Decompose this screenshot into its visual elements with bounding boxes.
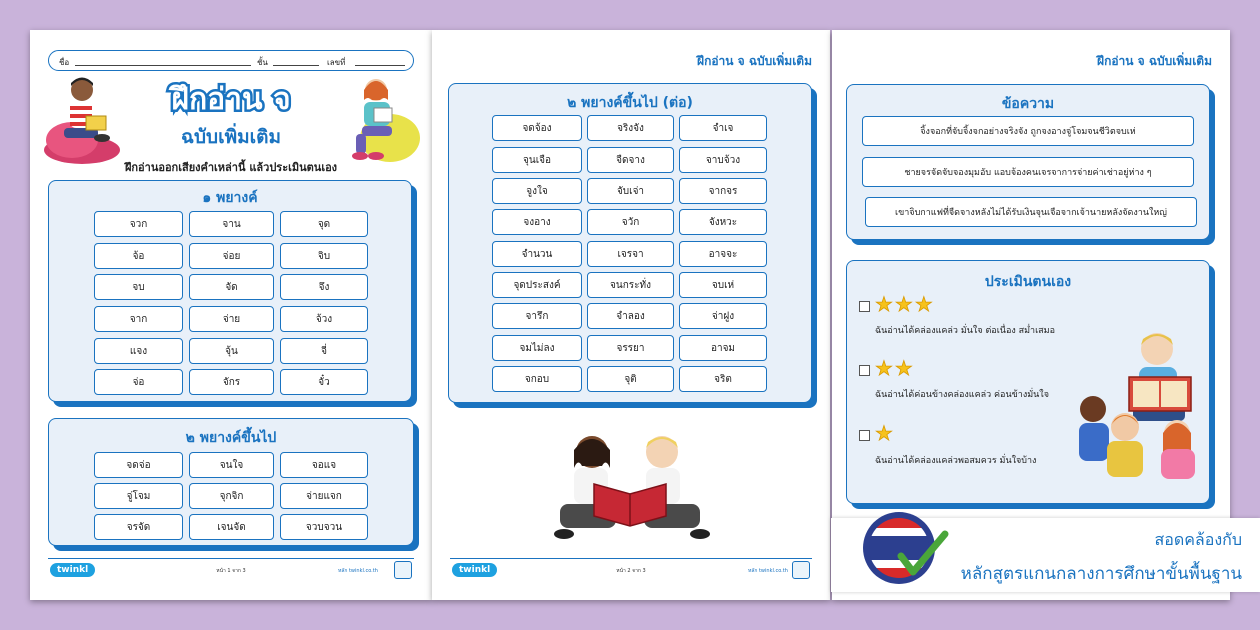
instruction-text: ฝึกอ่านออกเสียงคำเหล่านี้ แล้วประเมินตนเอง (124, 161, 338, 174)
word-box: จำนวน (492, 241, 582, 267)
children-reading-illustration (550, 428, 714, 546)
word-box: จู่โจม (94, 483, 183, 509)
footer-divider (450, 558, 812, 559)
page-number: หน้า 2 จาก 3 (616, 568, 646, 574)
thai-flag-check-icon (861, 508, 951, 588)
name-blank[interactable] (75, 65, 251, 66)
word-box: จนใจ (189, 452, 274, 478)
word-box: จ่ายแจก (280, 483, 368, 509)
word-box: จักร (189, 369, 274, 395)
word-box: จารึก (492, 303, 582, 329)
rating-description: ฉันอ่านได้คล่องแคล่วพอสมควร มั่นใจบ้าง (875, 456, 1037, 466)
grade-blank[interactable] (273, 65, 319, 66)
section-title: ๒ พยางค์ขึ้นไป (185, 430, 277, 446)
section-multi-syllable (48, 418, 414, 546)
word-box: จริต (679, 366, 767, 392)
word-box: จุนเจือ (492, 147, 582, 173)
twinkl-logo: twinkl (452, 563, 497, 577)
word-box: จ้อ (94, 243, 183, 269)
section-multi-syllable-continued (448, 83, 812, 403)
word-box: จำลอง (587, 303, 674, 329)
twinkl-logo: twinkl (50, 563, 95, 577)
number-blank[interactable] (355, 65, 405, 66)
word-box: จาน (189, 211, 274, 237)
quality-badge-icon (792, 561, 810, 579)
footer-url: หลัก twinkl.co.th (338, 568, 378, 574)
word-box: จดจ้อง (492, 115, 582, 141)
word-box: อาจม (679, 335, 767, 361)
word-box: จาก (94, 306, 183, 332)
one-star-icon: ★ (875, 421, 895, 445)
word-box: จ่าฝูง (679, 303, 767, 329)
girl-reading-illustration (340, 76, 422, 164)
word-box: จั๋ว (280, 369, 368, 395)
word-box: จงอาง (492, 209, 582, 235)
word-box: จวัก (587, 209, 674, 235)
self-evaluation-section (846, 260, 1210, 504)
word-box: จ่อย (189, 243, 274, 269)
word-box: จัด (189, 274, 274, 300)
footer-url: หลัก twinkl.co.th (748, 568, 788, 574)
badge-curriculum-text: หลักสูตรแกนกลางการศึกษาขั้นพื้นฐาน (960, 564, 1242, 584)
word-box: จดจ่อ (94, 452, 183, 478)
rating-checkbox[interactable] (859, 365, 870, 376)
word-box: จุด (280, 211, 368, 237)
word-box: จบเห่ (679, 272, 767, 298)
word-box: จึง (280, 274, 368, 300)
word-box: จรจัด (94, 514, 183, 540)
worksheet-page-2 (432, 30, 830, 600)
rating-checkbox[interactable] (859, 430, 870, 441)
section-title: ประเมินตนเอง (984, 274, 1072, 290)
sentence-box: จิ้งจอกที่จับจิ้งจกอย่างจริงจัง ถูกจงอางจู่โจมจนชีวิตจบเห่ (862, 116, 1194, 146)
section-title: ๒ พยางค์ขึ้นไป (ต่อ) (567, 95, 693, 111)
word-box: จนกระทั่ง (587, 272, 674, 298)
word-box: จอแจ (280, 452, 368, 478)
footer-divider (48, 558, 414, 559)
section-title: ข้อความ (1001, 96, 1055, 112)
word-box: จากจร (679, 178, 767, 204)
sentence-box: เขาจิบกาแฟที่จืดจางหลังไม่ได้รับเงินจุนเจือจากเจ้านายหลังจัดงานใหญ่ (865, 197, 1197, 227)
grade-label: ชั้น (257, 58, 268, 67)
passage-section (846, 84, 1210, 240)
word-box: จับเจ่า (587, 178, 674, 204)
word-box: จูงใจ (492, 178, 582, 204)
running-head: ฝึกอ่าน จ ฉบับเพิ่มเติม (697, 54, 812, 68)
word-box: จ้วง (280, 306, 368, 332)
section-title: ๑ พยางค์ (202, 190, 258, 206)
badge-heading: สอดคล้องกับ (1154, 530, 1242, 549)
word-box: จุติ (587, 366, 674, 392)
sentence-box: ชายจรจัดจับจองมุมอับ แอบจ้องคนเจรจาการจ่ายค่าเช่าอยู่ห่าง ๆ (862, 157, 1194, 187)
word-box: เจนจัด (189, 514, 274, 540)
word-box: จาบจ้วง (679, 147, 767, 173)
rating-checkbox[interactable] (859, 301, 870, 312)
running-head: ฝึกอ่าน จ ฉบับเพิ่มเติม (1097, 54, 1212, 68)
two-star-icon: ★★ (875, 356, 915, 380)
word-box: จรรยา (587, 335, 674, 361)
rating-description: ฉันอ่านได้คล่องแคล่ว มั่นใจ ต่อเนื่อง สม่ำเสมอ (875, 326, 1055, 336)
word-box: จืดจาง (587, 147, 674, 173)
page-number: หน้า 1 จาก 3 (216, 568, 246, 574)
word-box: จกอบ (492, 366, 582, 392)
name-label: ชื่อ (59, 58, 70, 67)
word-box: จวก (94, 211, 183, 237)
word-box: จ่อ (94, 369, 183, 395)
word-box: แจง (94, 338, 183, 364)
section-one-syllable (48, 180, 412, 402)
three-star-icon: ★★★ (875, 292, 935, 316)
word-box: จิบ (280, 243, 368, 269)
curriculum-badge (831, 518, 1260, 592)
word-box: จำเจ (679, 115, 767, 141)
word-box: จ่าย (189, 306, 274, 332)
word-box: เจรจา (587, 241, 674, 267)
word-box: อาจจะ (679, 241, 767, 267)
storytime-illustration (1073, 327, 1205, 487)
worksheet-subtitle: ฉบับเพิ่มเติม (181, 126, 281, 148)
number-label: เลขที่ (327, 58, 346, 67)
word-box: จี่ (280, 338, 368, 364)
word-box: จวบจวน (280, 514, 368, 540)
student-info-bar (48, 50, 414, 71)
quality-badge-icon (394, 561, 412, 579)
word-box: จังหวะ (679, 209, 767, 235)
word-box: จบ (94, 274, 183, 300)
word-box: จุดประสงค์ (492, 272, 582, 298)
word-box: จมไม่ลง (492, 335, 582, 361)
worksheet-page-1 (30, 30, 432, 600)
rating-description: ฉันอ่านได้ค่อนข้างคล่องแคล่ว ค่อนข้างมั่นใจ (875, 390, 1049, 400)
word-box: จุ้น (189, 338, 274, 364)
word-box: จริงจัง (587, 115, 674, 141)
worksheet-title: ฝึกอ่าน จ (171, 82, 291, 117)
word-box: จุกจิก (189, 483, 274, 509)
